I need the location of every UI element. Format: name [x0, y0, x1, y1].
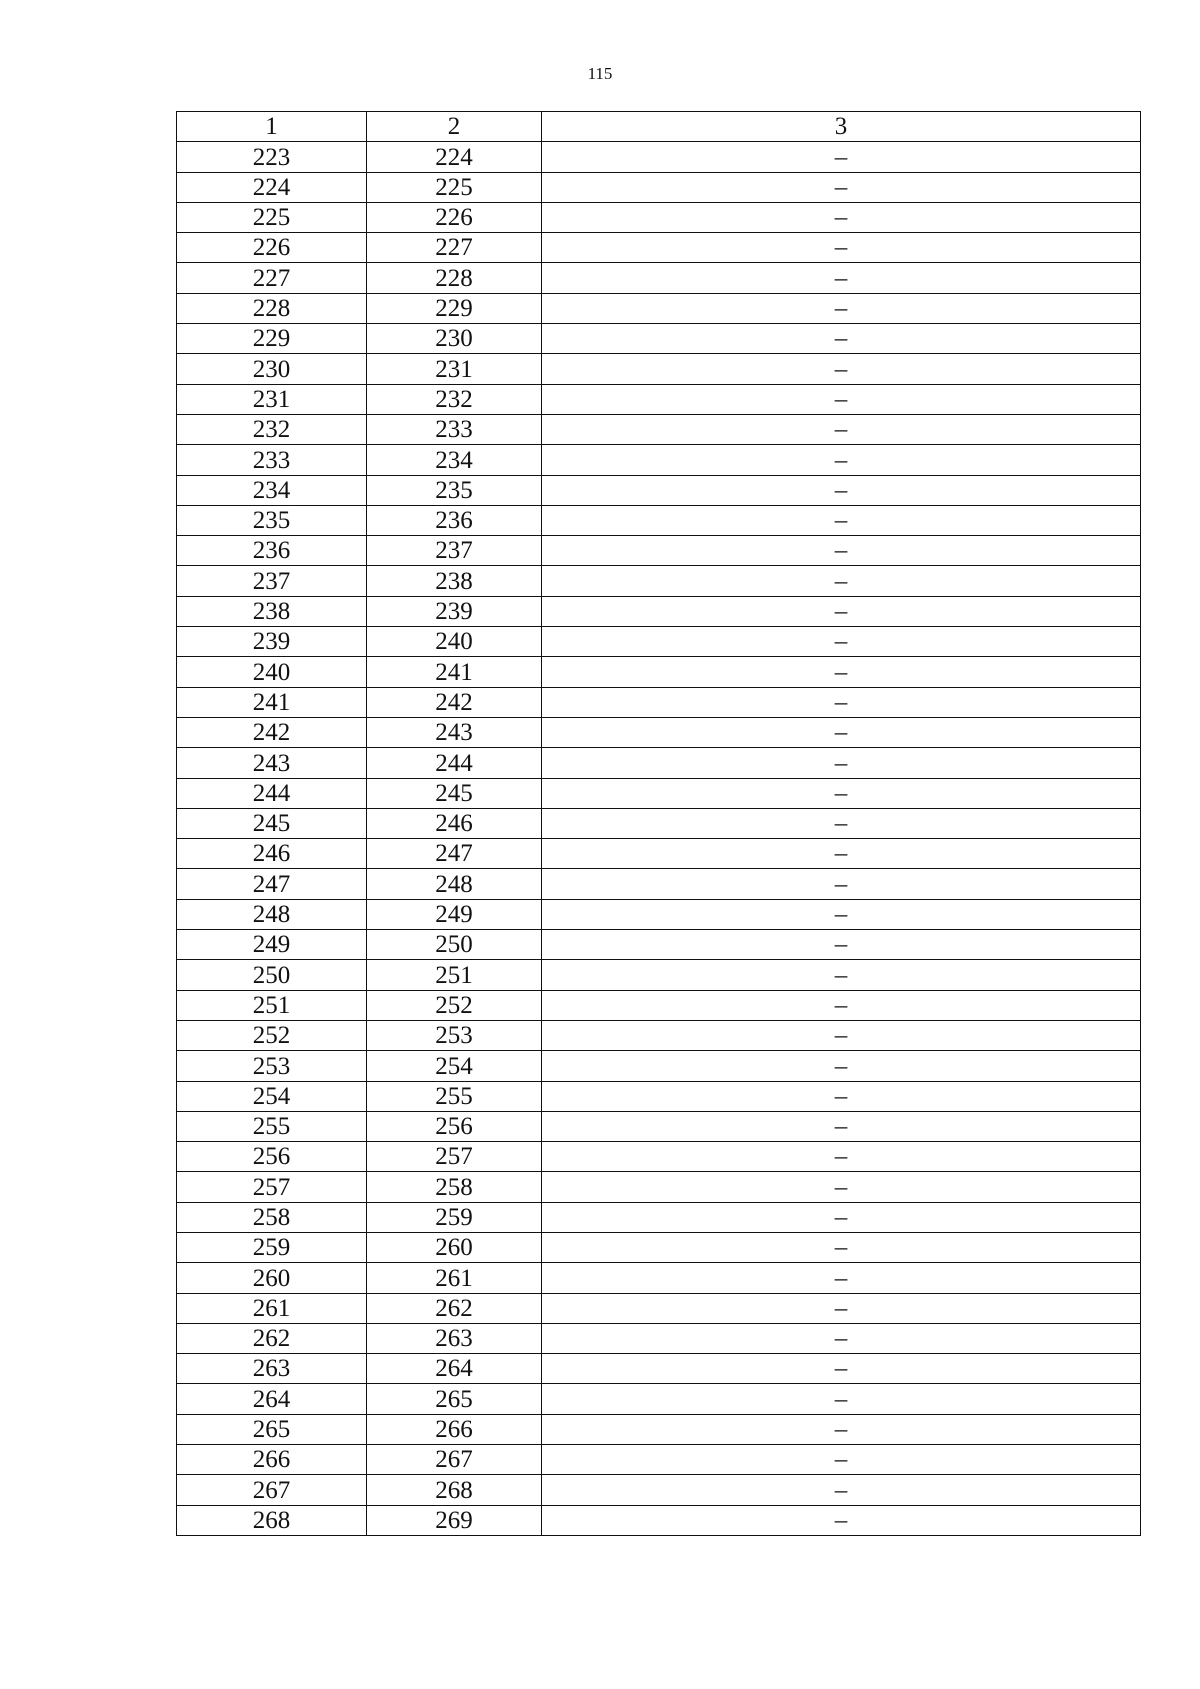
table-cell-col-2: 249: [367, 899, 542, 929]
table-cell-col-1: 267: [177, 1475, 367, 1505]
table-row: [177, 748, 1141, 778]
table-cell-col-2: 267: [367, 1445, 542, 1475]
table-row: [177, 657, 1141, 687]
table-row: [177, 1051, 1141, 1081]
column-header-2: 2: [367, 112, 542, 142]
table-cell-col-2: 266: [367, 1414, 542, 1444]
table-cell-col-3: –: [542, 142, 1141, 172]
table-cell-col-1: 256: [177, 1142, 367, 1172]
table-cell-col-3: –: [542, 687, 1141, 717]
table-cell-col-3: –: [542, 1142, 1141, 1172]
table-row: [177, 930, 1141, 960]
table-cell-col-1: 259: [177, 1232, 367, 1262]
table-cell-col-2: 262: [367, 1293, 542, 1323]
table-cell-col-3: –: [542, 1354, 1141, 1384]
table-cell-col-3: –: [542, 354, 1141, 384]
table-cell-col-2: 225: [367, 172, 542, 202]
table-cell-col-1: 238: [177, 596, 367, 626]
table-cell-col-2: 265: [367, 1384, 542, 1414]
table-cell-col-2: 253: [367, 1020, 542, 1050]
table-cell-col-2: 231: [367, 354, 542, 384]
table-cell-col-1: 231: [177, 384, 367, 414]
table-cell-col-3: –: [542, 1263, 1141, 1293]
table-cell-col-2: 254: [367, 1051, 542, 1081]
table-cell-col-2: 239: [367, 596, 542, 626]
table-cell-col-1: 257: [177, 1172, 367, 1202]
table-row: [177, 1263, 1141, 1293]
table-cell-col-2: 256: [367, 1111, 542, 1141]
table-cell-col-3: –: [542, 1323, 1141, 1353]
table-cell-col-3: –: [542, 1445, 1141, 1475]
table-cell-col-1: 233: [177, 445, 367, 475]
table-row: [177, 839, 1141, 869]
table-row: [177, 263, 1141, 293]
table-cell-col-2: 251: [367, 960, 542, 990]
table-cell-col-3: –: [542, 263, 1141, 293]
table-cell-col-2: 244: [367, 748, 542, 778]
table-cell-col-1: 253: [177, 1051, 367, 1081]
table-cell-col-1: 265: [177, 1414, 367, 1444]
table-cell-col-2: 248: [367, 869, 542, 899]
table-cell-col-3: –: [542, 1020, 1141, 1050]
table-cell-col-2: 228: [367, 263, 542, 293]
table-cell-col-1: 264: [177, 1384, 367, 1414]
table-header: [177, 112, 1141, 142]
table-row: [177, 990, 1141, 1020]
table-cell-col-3: –: [542, 293, 1141, 323]
table-cell-col-1: 229: [177, 324, 367, 354]
table-cell-col-3: –: [542, 445, 1141, 475]
table-cell-col-3: –: [542, 899, 1141, 929]
table-row: [177, 778, 1141, 808]
table-cell-col-1: 243: [177, 748, 367, 778]
table-row: [177, 1354, 1141, 1384]
table-cell-col-3: –: [542, 717, 1141, 747]
table-cell-col-1: 232: [177, 414, 367, 444]
table-cell-col-1: 234: [177, 475, 367, 505]
table-cell-col-2: 237: [367, 536, 542, 566]
table-row: [177, 566, 1141, 596]
table-cell-col-3: –: [542, 1384, 1141, 1414]
table-row: [177, 293, 1141, 323]
table-cell-col-1: 255: [177, 1111, 367, 1141]
table-cell-col-1: 239: [177, 627, 367, 657]
table-cell-col-3: –: [542, 1202, 1141, 1232]
table-cell-col-1: 240: [177, 657, 367, 687]
table-cell-col-3: –: [542, 1172, 1141, 1202]
table-cell-col-1: 261: [177, 1293, 367, 1323]
table-cell-col-3: –: [542, 596, 1141, 626]
table-row: [177, 384, 1141, 414]
table-cell-col-3: –: [542, 536, 1141, 566]
table-cell-col-1: 254: [177, 1081, 367, 1111]
table-cell-col-2: 238: [367, 566, 542, 596]
table-cell-col-3: –: [542, 748, 1141, 778]
table-row: [177, 1414, 1141, 1444]
table-cell-col-2: 261: [367, 1263, 542, 1293]
table-cell-col-3: –: [542, 960, 1141, 990]
table-cell-col-1: 236: [177, 536, 367, 566]
table-cell-col-3: –: [542, 869, 1141, 899]
table-cell-col-1: 249: [177, 930, 367, 960]
table-cell-col-2: 263: [367, 1323, 542, 1353]
page-number: 115: [587, 64, 613, 83]
table-cell-col-1: 268: [177, 1505, 367, 1535]
table-row: [177, 808, 1141, 838]
table-cell-col-2: 245: [367, 778, 542, 808]
table-cell-col-2: 242: [367, 687, 542, 717]
table-cell-col-1: 252: [177, 1020, 367, 1050]
table-cell-col-1: 247: [177, 869, 367, 899]
table-cell-col-1: 224: [177, 172, 367, 202]
table-cell-col-1: 258: [177, 1202, 367, 1232]
table-row: [177, 1172, 1141, 1202]
table-row: [177, 414, 1141, 444]
table-body: [177, 142, 1141, 1536]
table-cell-col-2: 260: [367, 1232, 542, 1262]
table-cell-col-1: 242: [177, 717, 367, 747]
table-cell-col-1: 230: [177, 354, 367, 384]
table-cell-col-2: 252: [367, 990, 542, 1020]
table-cell-col-3: –: [542, 384, 1141, 414]
table-cell-col-1: 228: [177, 293, 367, 323]
table-row: [177, 1081, 1141, 1111]
table-cell-col-1: 241: [177, 687, 367, 717]
table-cell-col-1: 226: [177, 233, 367, 263]
table-cell-col-3: –: [542, 1232, 1141, 1262]
table-row: [177, 1445, 1141, 1475]
table-cell-col-2: 224: [367, 142, 542, 172]
table-cell-col-1: 251: [177, 990, 367, 1020]
table-cell-col-1: 246: [177, 839, 367, 869]
table-cell-col-2: 241: [367, 657, 542, 687]
table-cell-col-1: 260: [177, 1263, 367, 1293]
table-row: [177, 324, 1141, 354]
table-cell-col-2: 230: [367, 324, 542, 354]
table-cell-col-2: 236: [367, 505, 542, 535]
table-cell-col-3: –: [542, 505, 1141, 535]
table-cell-col-2: 240: [367, 627, 542, 657]
table-cell-col-2: 227: [367, 233, 542, 263]
table-cell-col-3: –: [542, 1051, 1141, 1081]
table-cell-col-2: 255: [367, 1081, 542, 1111]
table-row: [177, 627, 1141, 657]
table-row: [177, 1232, 1141, 1262]
table-cell-col-1: 245: [177, 808, 367, 838]
table-cell-col-3: –: [542, 657, 1141, 687]
table-cell-col-1: 235: [177, 505, 367, 535]
table-cell-col-3: –: [542, 1111, 1141, 1141]
table-row: [177, 505, 1141, 535]
table-cell-col-1: 223: [177, 142, 367, 172]
table-cell-col-3: –: [542, 627, 1141, 657]
table-cell-col-3: –: [542, 808, 1141, 838]
table-cell-col-2: 257: [367, 1142, 542, 1172]
data-table: [176, 111, 1141, 1536]
table-cell-col-3: –: [542, 202, 1141, 232]
table-cell-col-2: 264: [367, 1354, 542, 1384]
table-row: [177, 536, 1141, 566]
table-row: [177, 899, 1141, 929]
table-cell-col-3: –: [542, 233, 1141, 263]
table-cell-col-1: 237: [177, 566, 367, 596]
table-row: [177, 869, 1141, 899]
table-cell-col-2: 250: [367, 930, 542, 960]
table-cell-col-2: 258: [367, 1172, 542, 1202]
table-cell-col-2: 234: [367, 445, 542, 475]
table-cell-col-3: –: [542, 324, 1141, 354]
table-cell-col-3: –: [542, 839, 1141, 869]
table-row: [177, 1475, 1141, 1505]
table-cell-col-1: 227: [177, 263, 367, 293]
table-cell-col-3: –: [542, 1414, 1141, 1444]
table-row: [177, 960, 1141, 990]
table-cell-col-3: –: [542, 990, 1141, 1020]
table-row: [177, 1111, 1141, 1141]
table-row: [177, 1202, 1141, 1232]
table-cell-col-3: –: [542, 566, 1141, 596]
table-row: [177, 687, 1141, 717]
table-row: [177, 445, 1141, 475]
table-cell-col-3: –: [542, 172, 1141, 202]
table-cell-col-1: 244: [177, 778, 367, 808]
table-cell-col-2: 259: [367, 1202, 542, 1232]
table-row: [177, 202, 1141, 232]
table-row: [177, 475, 1141, 505]
table-cell-col-3: –: [542, 414, 1141, 444]
table-cell-col-2: 247: [367, 839, 542, 869]
table-cell-col-3: –: [542, 1293, 1141, 1323]
table-cell-col-2: 235: [367, 475, 542, 505]
table-row: [177, 233, 1141, 263]
table-cell-col-2: 226: [367, 202, 542, 232]
table-row: [177, 1505, 1141, 1535]
table-cell-col-2: 268: [367, 1475, 542, 1505]
column-header-1: 1: [177, 112, 367, 142]
table-row: [177, 1142, 1141, 1172]
table-row: [177, 717, 1141, 747]
table-row: [177, 172, 1141, 202]
table-cell-col-1: 248: [177, 899, 367, 929]
table-row: [177, 142, 1141, 172]
table-cell-col-2: 269: [367, 1505, 542, 1535]
column-header-3: 3: [542, 112, 1141, 142]
table-cell-col-3: –: [542, 1081, 1141, 1111]
table-cell-col-1: 263: [177, 1354, 367, 1384]
table-cell-col-3: –: [542, 778, 1141, 808]
table-row: [177, 1293, 1141, 1323]
table-cell-col-2: 233: [367, 414, 542, 444]
table-row: [177, 354, 1141, 384]
table-cell-col-3: –: [542, 1475, 1141, 1505]
table-cell-col-2: 246: [367, 808, 542, 838]
table-cell-col-1: 225: [177, 202, 367, 232]
table-cell-col-3: –: [542, 475, 1141, 505]
table-cell-col-2: 229: [367, 293, 542, 323]
table-cell-col-2: 232: [367, 384, 542, 414]
table-cell-col-3: –: [542, 930, 1141, 960]
table-row: [177, 1020, 1141, 1050]
table-cell-col-2: 243: [367, 717, 542, 747]
table-cell-col-1: 262: [177, 1323, 367, 1353]
table-cell-col-3: –: [542, 1505, 1141, 1535]
table-cell-col-1: 266: [177, 1445, 367, 1475]
table-header-row: [177, 112, 1141, 142]
table-cell-col-1: 250: [177, 960, 367, 990]
table-row: [177, 1323, 1141, 1353]
table-row: [177, 596, 1141, 626]
table-row: [177, 1384, 1141, 1414]
